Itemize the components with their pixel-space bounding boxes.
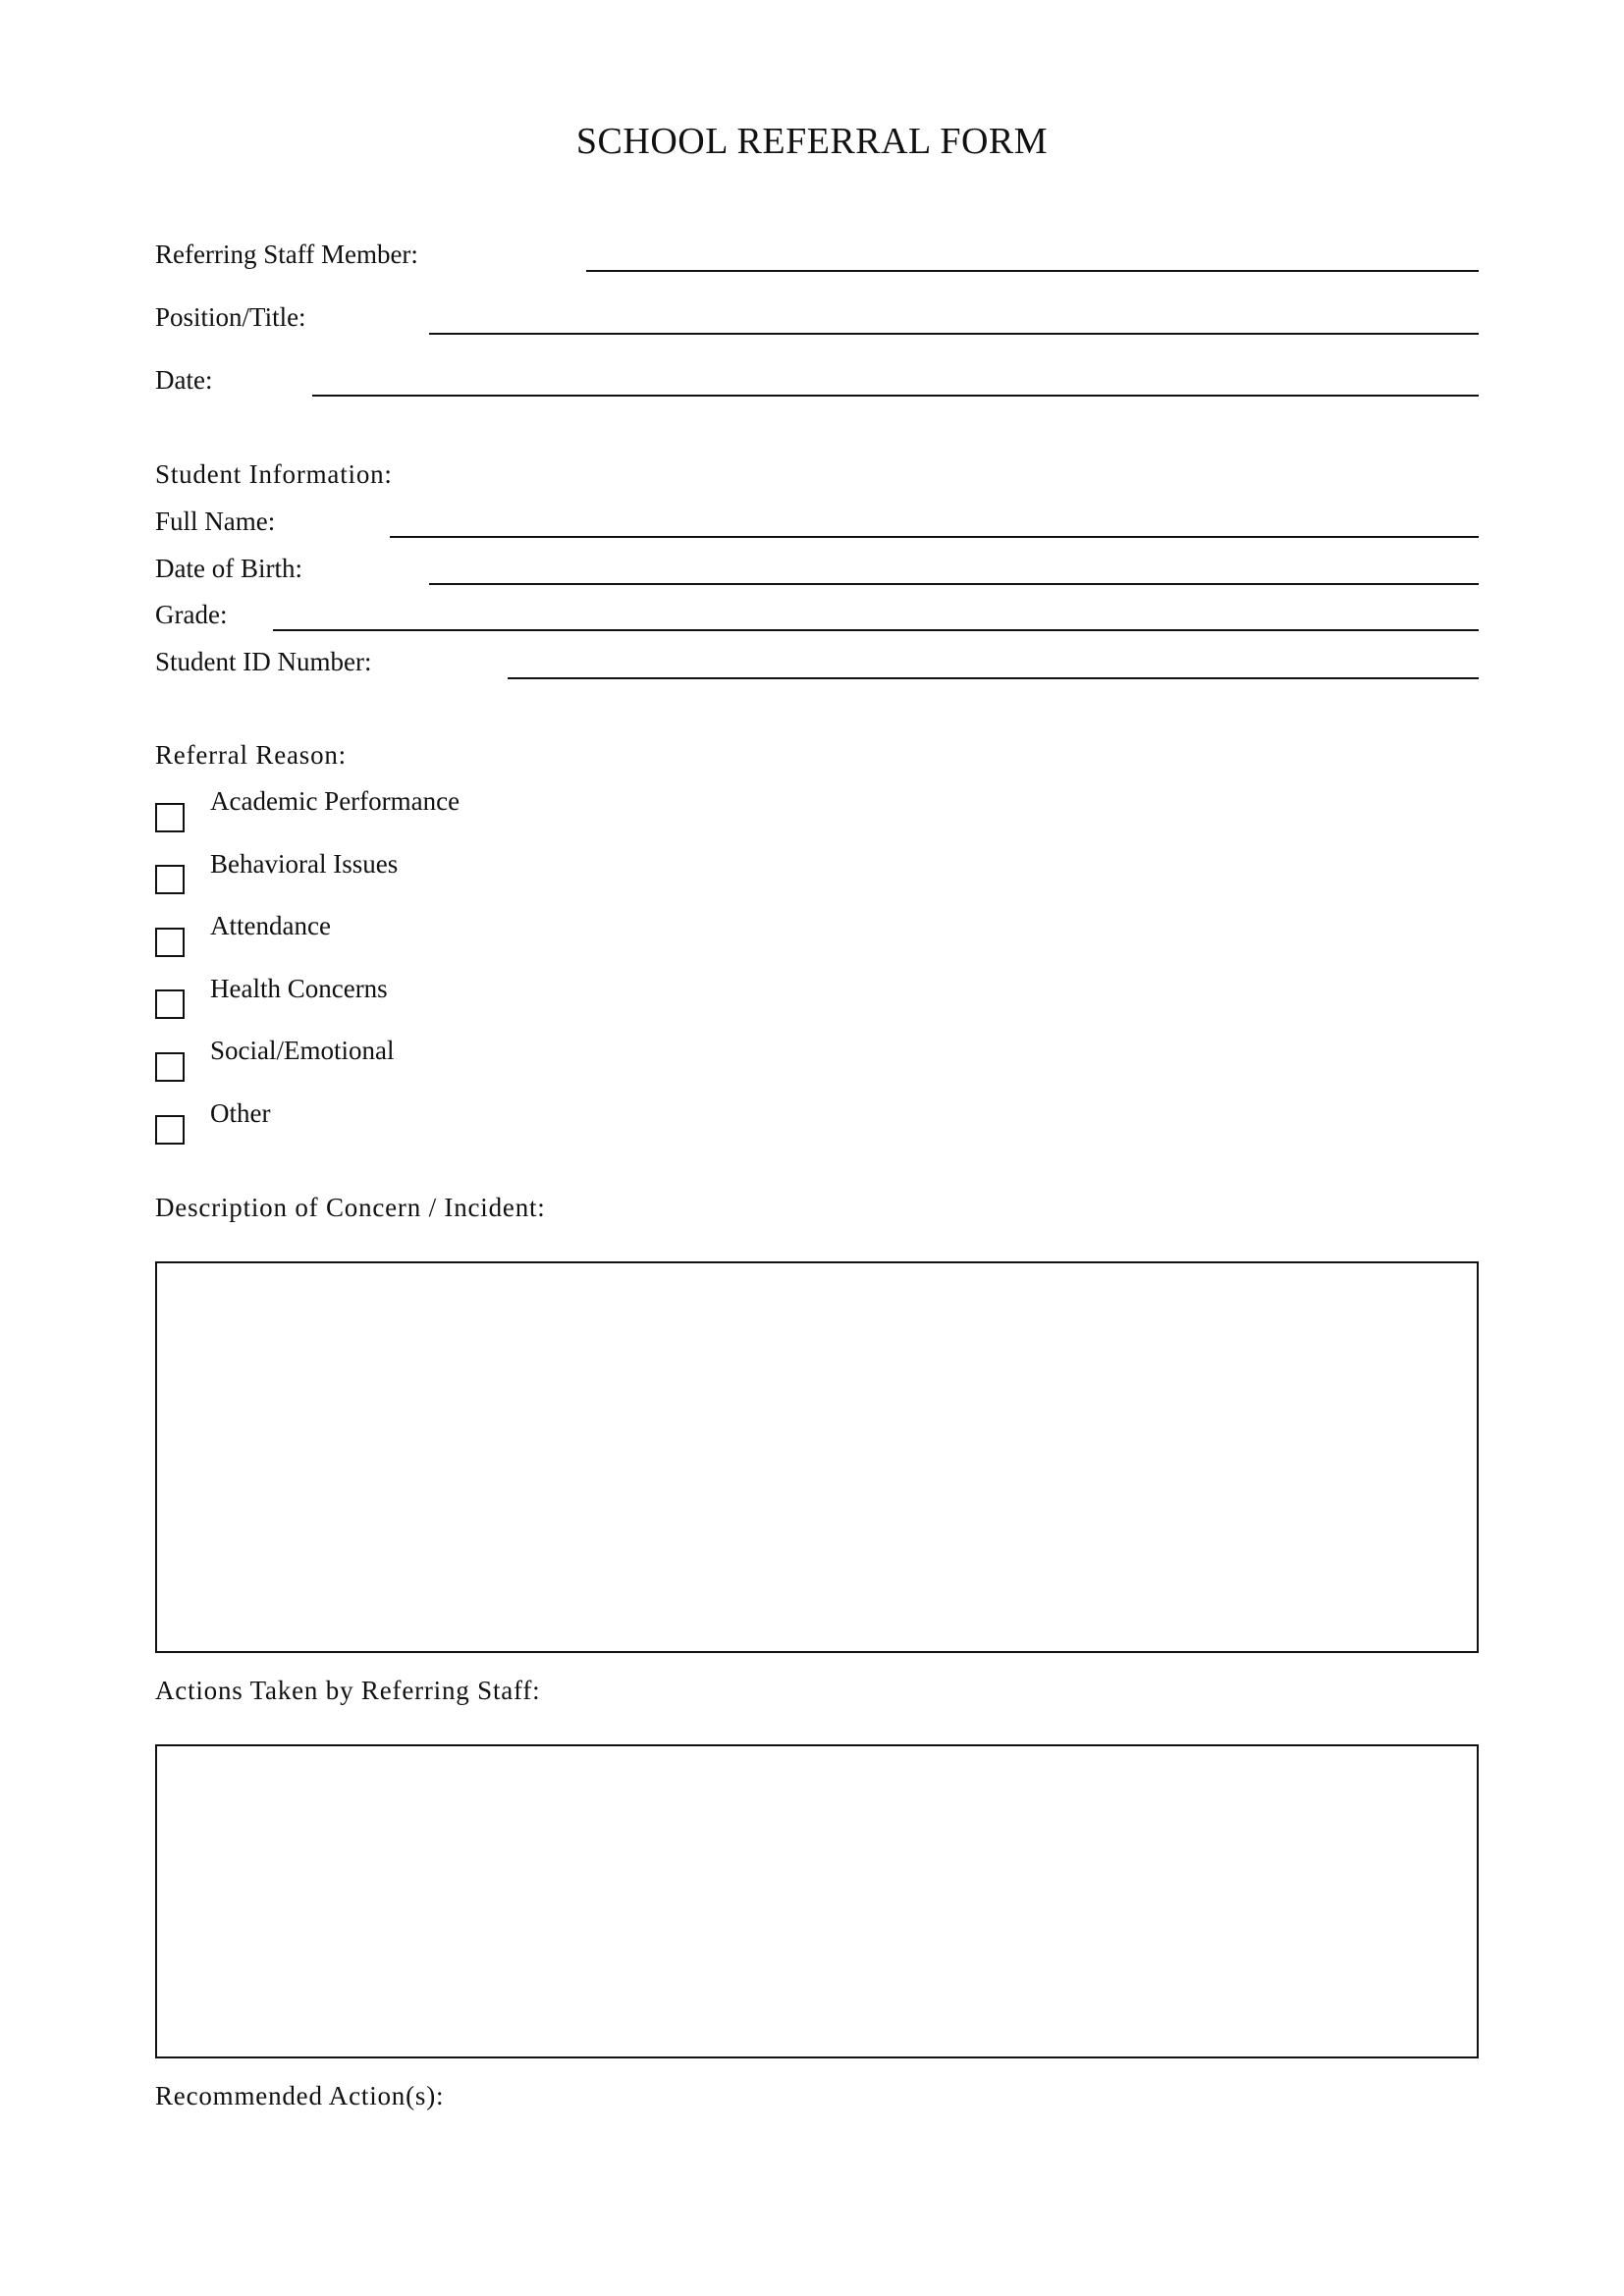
behavioral-issues-label: Behavioral Issues	[210, 849, 399, 879]
date-of-birth-label: Date of Birth:	[155, 554, 302, 583]
position-title-field[interactable]	[429, 333, 1479, 335]
student-information-heading: Student Information:	[155, 459, 393, 489]
actions-taken-textbox[interactable]	[155, 1744, 1479, 2058]
student-id-field[interactable]	[508, 677, 1479, 679]
full-name-field[interactable]	[390, 536, 1479, 538]
position-title-label: Position/Title:	[155, 302, 306, 332]
form-title: SCHOOL REFERRAL FORM	[575, 121, 1049, 162]
behavioral-issues-checkbox[interactable]	[155, 865, 185, 894]
referring-staff-field[interactable]	[586, 270, 1479, 272]
recommended-actions-label: Recommended Action(s):	[155, 2081, 445, 2110]
description-label: Description of Concern / Incident:	[155, 1193, 546, 1222]
attendance-checkbox[interactable]	[155, 928, 185, 957]
academic-performance-checkbox[interactable]	[155, 803, 185, 832]
grade-label: Grade:	[155, 600, 228, 629]
health-concerns-label: Health Concerns	[210, 974, 388, 1003]
social-emotional-label: Social/Emotional	[210, 1036, 395, 1065]
full-name-label: Full Name:	[155, 507, 276, 536]
date-field[interactable]	[312, 395, 1479, 397]
other-label: Other	[210, 1098, 271, 1128]
date-of-birth-field[interactable]	[429, 583, 1479, 585]
social-emotional-checkbox[interactable]	[155, 1052, 185, 1082]
academic-performance-label: Academic Performance	[210, 786, 460, 816]
attendance-label: Attendance	[210, 911, 331, 940]
grade-field[interactable]	[273, 629, 1479, 631]
other-checkbox[interactable]	[155, 1115, 185, 1145]
student-id-label: Student ID Number:	[155, 647, 372, 676]
referral-reason-heading: Referral Reason:	[155, 740, 347, 770]
description-textbox[interactable]	[155, 1261, 1479, 1653]
health-concerns-checkbox[interactable]	[155, 989, 185, 1019]
referring-staff-label: Referring Staff Member:	[155, 240, 418, 269]
date-label: Date:	[155, 365, 213, 395]
actions-taken-label: Actions Taken by Referring Staff:	[155, 1676, 541, 1705]
